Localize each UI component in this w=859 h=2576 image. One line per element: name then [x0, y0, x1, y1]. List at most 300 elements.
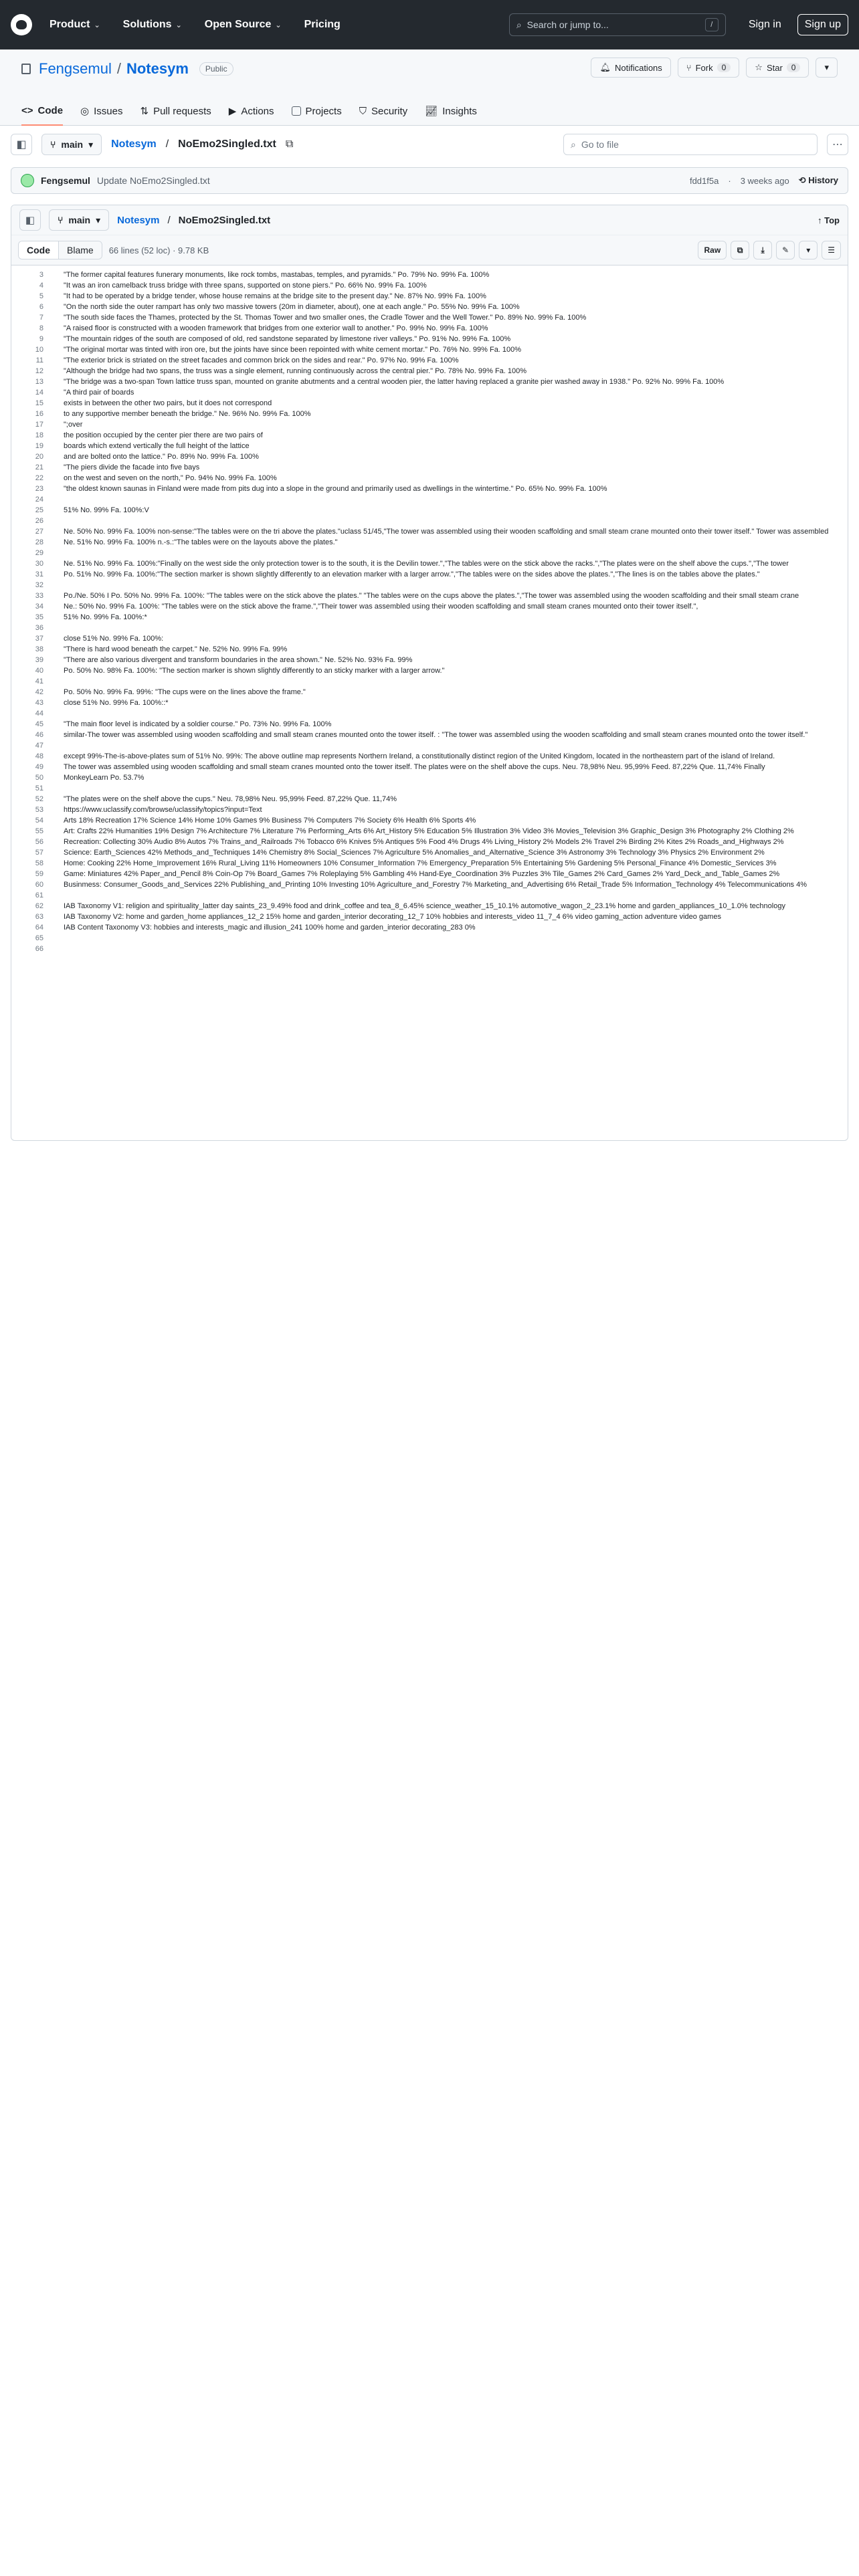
code-line: [11, 794, 848, 804]
line-text: Po./Ne. 50% I Po. 50% No. 99% Fa. 100%: "The tables were on the stick above the plates." "The tables were on the cups above the plates.","The tower was assembled using the wooden scaffolding and their small steam crane: [64, 592, 799, 600]
line-number[interactable]: 20: [35, 453, 43, 461]
breadcrumb-file-name: NoEmo2Singled.txt: [178, 214, 271, 226]
history-button[interactable]: [799, 175, 838, 186]
code-line: [11, 526, 848, 537]
code-line: [11, 377, 848, 387]
code-line: [11, 591, 848, 601]
line-text: "The plates were on the shelf above the cups." Neu. 78,98% Neu. 95,99% Feed. 87,22% Que. 11,74%: [64, 795, 397, 803]
code-line: [11, 291, 848, 302]
file-meta: 66 lines (52 loc) · 9.78 KB: [108, 245, 209, 255]
symbols-button[interactable]: [822, 241, 841, 259]
line-number[interactable]: 23: [35, 485, 43, 493]
line-number[interactable]: 48: [35, 752, 43, 760]
star-button[interactable]: [746, 58, 809, 78]
line-number[interactable]: 66: [35, 945, 43, 953]
code-line: [11, 398, 848, 409]
breadcrumb-repo-link[interactable]: Notesym: [111, 138, 157, 150]
code-line: [11, 430, 848, 441]
chevron-down-icon: ⌄: [175, 21, 182, 29]
line-text: the position occupied by the center pier there are two pairs of: [64, 431, 263, 439]
code-line: [11, 879, 848, 890]
view-mode-toggle: [18, 241, 102, 259]
code-line: [11, 419, 848, 430]
line-text: Home: Cooking 22% Home_Improvement 16% Rural_Living 11% Homeowners 10% Consumer_Information 7% Emergency_Preparation 5% Entertaining 5% Gardening 5% Personal_Finance 4% Domestic_Services 3%: [64, 859, 777, 867]
code-line: [11, 687, 848, 697]
tab-label: Security: [371, 105, 408, 117]
repo-icon: [21, 64, 31, 74]
arrow-up-icon: ↑: [818, 215, 825, 225]
line-number[interactable]: 4: [39, 282, 43, 290]
line-number[interactable]: 41: [35, 677, 43, 685]
branch-name: main: [61, 139, 84, 150]
line-text: 51% No. 99% Fa. 100%:*: [64, 613, 147, 621]
line-text: close 51% No. 99% Fa. 100%:: [64, 635, 164, 643]
line-text: Game: Miniatures 42% Paper_and_Pencil 8% Coin-Op 7% Board_Games 7% Roleplaying 5% Gambling 4% Hand-Eye_Coordination 3% Puzzles 3% Tile_Games 2% Card_Games 2% Yard_Deck_and_Table_Games 2%: [64, 870, 780, 878]
line-number[interactable]: 51: [35, 784, 43, 792]
star-label: Star: [766, 62, 783, 73]
line-text: [64, 623, 848, 633]
copy-path-icon[interactable]: ⧉: [285, 138, 294, 150]
go-to-file-input[interactable]: [563, 134, 818, 155]
expand-file-tree-button[interactable]: [11, 134, 32, 155]
avatar[interactable]: [21, 174, 34, 187]
search-icon: ⌕: [516, 19, 522, 30]
line-text: [64, 548, 848, 558]
copy-icon: ⧉: [737, 245, 743, 255]
line-text: MonkeyLearn Po. 53.7%: [64, 774, 145, 782]
line-number[interactable]: 15: [35, 399, 43, 407]
line-number[interactable]: 8: [39, 324, 43, 332]
code-line: [11, 933, 848, 944]
more-options-button[interactable]: [827, 134, 848, 155]
shield-icon: ⛉: [359, 105, 367, 117]
line-number[interactable]: 38: [35, 645, 43, 653]
repo-name-link[interactable]: Notesym: [126, 60, 189, 77]
line-text: ";over: [64, 421, 83, 429]
star-icon: ☆: [755, 62, 763, 72]
tab-label: Actions: [241, 105, 274, 117]
line-number[interactable]: 3: [39, 271, 43, 279]
branch-selector[interactable]: [41, 134, 102, 155]
code-line: [11, 804, 848, 815]
history-icon: ⟲: [798, 175, 809, 185]
branch-selector[interactable]: [49, 209, 109, 231]
code-line: [11, 409, 848, 419]
line-text: IAB Content Taxonomy V3: hobbies and interests_magic and illusion_241 100% home and garden_interior decorating_283 0%: [64, 924, 476, 932]
tab-actions[interactable]: [229, 96, 274, 126]
line-text: "The piers divide the facade into five bays: [64, 463, 200, 471]
tab-label: Code: [37, 104, 64, 116]
chevron-down-icon: ▾: [96, 214, 101, 225]
code-line: [11, 484, 848, 494]
code-icon: <>: [21, 104, 33, 116]
search-shortcut-key: /: [705, 18, 719, 31]
line-number[interactable]: 5: [39, 292, 43, 300]
code-line: [11, 858, 848, 869]
pull-request-icon: ⇅: [140, 106, 149, 117]
code-line: [11, 815, 848, 826]
line-text: [64, 890, 848, 901]
line-text: "There are also various divergent and transform boundaries in the area shown." Ne. 52% No. 93% Fa. 99%: [64, 656, 413, 664]
line-text: boards which extend vertically the full height of the lattice: [64, 442, 250, 450]
code-line: [11, 451, 848, 462]
line-text: "A third pair of boards: [64, 389, 134, 397]
line-number[interactable]: 12: [35, 367, 43, 375]
sign-up-button[interactable]: Sign up: [797, 14, 848, 35]
symbols-icon: ☰: [828, 245, 835, 255]
edit-dropdown-button[interactable]: [799, 241, 818, 259]
code-line: [11, 644, 848, 655]
code-line: [11, 783, 848, 794]
tab-label: Pull requests: [153, 105, 211, 117]
line-text: "The mountain ridges of the south are composed of old, red sandstone separated by limestone river valleys." Po. 91% No. 99% Fa. 100%: [64, 335, 511, 343]
line-number[interactable]: 25: [35, 506, 43, 514]
nav-label: Solutions: [122, 19, 172, 30]
sidebar-icon: ◧: [25, 215, 35, 226]
commit-hash[interactable]: fdd1f5a: [689, 175, 719, 186]
line-text: similar-The tower was assembled using wooden scaffolding and small steam cranes mounted onto the tower itself. : "The tower was assembled using the wooden scaffolding and small steam cranes mounted onto the tower itself.": [64, 731, 808, 739]
nav-label: Pricing: [304, 19, 341, 30]
line-text: "A raised floor is constructed with a wooden framework that bridges from one exterior wall to another." Po. 99% No. 99% Fa. 100%: [64, 324, 488, 332]
nav-open-source[interactable]: [205, 19, 282, 31]
line-text: 51% No. 99% Fa. 100%:V: [64, 506, 149, 514]
code-line: [11, 441, 848, 451]
history-label: History: [808, 175, 838, 185]
line-number[interactable]: 50: [35, 774, 43, 782]
line-text: [64, 708, 848, 719]
line-number[interactable]: 26: [35, 517, 43, 525]
code-line: [11, 762, 848, 772]
code-line: [11, 772, 848, 783]
line-number[interactable]: 40: [35, 667, 43, 675]
line-text: Ne. 50% No. 99% Fa. 100% non-sense:"The tables were on the tri above the plates."uclass 51/45,"The tower was assembled using their wooden scaffolding and small steam crane mounted onto their tower itself." Tower was assembled: [64, 528, 829, 536]
file-actions: [698, 241, 841, 259]
search-placeholder: Search or jump to...: [527, 19, 609, 30]
line-number[interactable]: 39: [35, 656, 43, 664]
code-line: [11, 494, 848, 505]
commit-message[interactable]: Update NoEmo2Singled.txt: [96, 175, 210, 186]
line-text: "Although the bridge had two spans, the truss was a single element, running continuously across the central pier." Po. 78% No. 99% Fa. 100%: [64, 367, 527, 375]
code-line: [11, 944, 848, 954]
nav-label: Product: [50, 19, 90, 30]
line-number[interactable]: 65: [35, 934, 43, 942]
code-line: [11, 633, 848, 644]
repo-tabs: [21, 96, 477, 126]
sidebar-icon: ◧: [16, 139, 27, 150]
line-number[interactable]: 33: [35, 592, 43, 600]
tab-projects[interactable]: [292, 96, 342, 126]
line-text: Ne. 51% No. 99% Fa. 100% n.-s.:"The tables were on the layouts above the plates.": [64, 538, 338, 546]
download-icon: ⤓: [761, 245, 765, 255]
line-text: "The south side faces the Thames, protected by the St. Thomas Tower and two smaller ones, the Cradle Tower and the Well Tower." Po. 89% No. 99% Fa. 100%: [64, 314, 587, 322]
code-line: [11, 569, 848, 580]
latest-commit: [11, 167, 848, 194]
code-line: [11, 708, 848, 719]
line-text: close 51% No. 99% Fa. 100%::*: [64, 699, 169, 707]
code-line: [11, 665, 848, 676]
repo-actions: [591, 58, 838, 78]
branch-icon: ⑂: [50, 139, 56, 150]
raw-button[interactable]: Raw: [698, 241, 727, 259]
line-number[interactable]: 54: [35, 817, 43, 825]
line-number[interactable]: 35: [35, 613, 43, 621]
code-line: [11, 826, 848, 837]
line-number[interactable]: 10: [35, 346, 43, 354]
code-line: [11, 334, 848, 344]
code-line: [11, 697, 848, 708]
code-line: [11, 751, 848, 762]
table-icon: [292, 106, 301, 116]
code-line: [11, 558, 848, 569]
chevron-down-icon: ⌄: [275, 21, 282, 29]
line-number[interactable]: 11: [35, 356, 43, 364]
line-number[interactable]: 58: [35, 859, 43, 867]
branch-name: main: [68, 215, 91, 225]
line-text: [64, 944, 848, 954]
star-dropdown-button[interactable]: [816, 58, 838, 78]
line-number[interactable]: 18: [35, 431, 43, 439]
code-line: [11, 270, 848, 280]
github-logo-icon[interactable]: [11, 14, 32, 35]
code-line: [11, 601, 848, 612]
code-line: [11, 847, 848, 858]
code-line: [11, 312, 848, 323]
repo-header: [0, 49, 859, 126]
line-text: "It had to be operated by a bridge tender, whose house remains at the bridge site to the present day." Ne. 87% No. 99% Fa. 100%: [64, 292, 486, 300]
chevron-down-icon: ▾: [824, 62, 829, 72]
line-number[interactable]: 61: [35, 891, 43, 899]
line-number[interactable]: 36: [35, 624, 43, 632]
bell-icon: 🔔︎: [599, 62, 611, 72]
line-number[interactable]: 52: [35, 795, 43, 803]
code-line: [11, 740, 848, 751]
line-number[interactable]: 14: [35, 389, 43, 397]
line-number[interactable]: 13: [35, 378, 43, 386]
visibility-badge: Public: [199, 62, 233, 76]
top-label: Top: [824, 215, 840, 225]
line-number[interactable]: 6: [39, 303, 43, 311]
line-text: exists in between the other two pairs, but it does not correspond: [64, 399, 272, 407]
line-text: Ne. 51% No. 99% Fa. 100%:"Finally on the west side the only protection tower is to the south, it is the Devilin tower.","The tables were on the stick above the racks.","The plates were on the shelf above the cups.","The tower: [64, 560, 789, 568]
chevron-down-icon: ▾: [806, 245, 811, 255]
line-number[interactable]: 63: [35, 913, 43, 921]
code-line: [11, 922, 848, 933]
copy-raw-button[interactable]: [731, 241, 749, 259]
line-text: "The original mortar was tinted with iron ore, but the joints have since been repointed with white cement mortar." Po. 76% No. 99% Fa. 100%: [64, 346, 522, 354]
notifications-label: Notifications: [614, 62, 662, 73]
code-line: [11, 462, 848, 473]
line-text: [64, 740, 848, 751]
path-separator: /: [116, 60, 121, 77]
line-text: IAB Taxonomy V1: religion and spirituality_latter day saints_23_9.49% food and drink_coffee and tea_8_6.45% science_weather_15_10.1% automotive_wagon_2_23.1% home and garden_appliances_10_1.0% technology: [64, 902, 785, 910]
tab-label: Issues: [94, 105, 123, 117]
branch-icon: ⑂: [58, 215, 64, 225]
download-button[interactable]: [753, 241, 772, 259]
line-number[interactable]: 57: [35, 849, 43, 857]
line-text: https://www.uclassify.com/browse/uclassify/topics?input=Text: [64, 806, 262, 814]
line-text: Arts 18% Recreation 17% Science 14% Home 10% Games 9% Business 7% Computers 7% Society 6% Health 6% Sports 4%: [64, 817, 476, 825]
commit-author[interactable]: Fengsemul: [41, 175, 90, 186]
code-line: [11, 719, 848, 730]
line-text: "There is hard wood beneath the carpet." Ne. 52% No. 99% Fa. 99%: [64, 645, 288, 653]
code-line: [11, 516, 848, 526]
line-text: [64, 580, 848, 591]
line-number[interactable]: 37: [35, 635, 43, 643]
line-number[interactable]: 62: [35, 902, 43, 910]
code-line: [11, 505, 848, 516]
code-line: [11, 901, 848, 911]
line-number[interactable]: 28: [35, 538, 43, 546]
line-text: except 99%-The-is-above-plates sum of 51% No. 99%: The above outline map represents Northern Ireland, a constitutionally distinct region of the United Kingdom, located in the northeastern part of the island of Ireland.: [64, 752, 775, 760]
edit-button[interactable]: [776, 241, 795, 259]
code-line: [11, 355, 848, 366]
path-separator: /: [165, 138, 169, 150]
line-text: Businmess: Consumer_Goods_and_Services 22% Publishing_and_Printing 10% Investing 10% Agriculture_and_Forestry 7% Marketing_and_Advertising 6% Retail_Trade 5% Information_Technology 4% Telecommunications 4%: [64, 881, 807, 889]
line-text: The tower was assembled using wooden scaffolding and small steam cranes mounted onto the tower itself. The plates were on the shelf above the cups. Neu. 78,98% Neu. 95,99% Feed. 87,22% Que. 11,74% Finally: [64, 763, 765, 771]
go-to-file-placeholder: Go to file: [581, 139, 619, 150]
line-number[interactable]: 27: [35, 528, 43, 536]
fork-icon: ⑂: [686, 62, 692, 73]
line-number[interactable]: 9: [39, 335, 43, 343]
line-number[interactable]: 53: [35, 806, 43, 814]
code-line: [11, 623, 848, 633]
notifications-button[interactable]: [591, 58, 670, 78]
file-toolbar: [11, 235, 848, 265]
code-line: [11, 537, 848, 548]
sign-in-link[interactable]: Sign in: [748, 19, 781, 30]
code-line: [11, 730, 848, 740]
line-number[interactable]: 17: [35, 421, 43, 429]
line-text: and are bolted onto the lattice." Po. 89% No. 99% Fa. 100%: [64, 453, 259, 461]
code-line: [11, 676, 848, 687]
line-text: "the oldest known saunas in Finland were made from pits dug into a slope in the ground and primarily used as dwellings in the wintertime." Po. 65% No. 99% Fa. 100%: [64, 485, 607, 493]
line-number[interactable]: 21: [35, 463, 43, 471]
blame-view-button[interactable]: Blame: [59, 241, 102, 259]
line-number[interactable]: 30: [35, 560, 43, 568]
expand-file-tree-button[interactable]: [19, 209, 41, 231]
tab-label: Projects: [305, 105, 342, 117]
search-input[interactable]: [509, 13, 726, 36]
line-text: [64, 516, 848, 526]
line-number[interactable]: 31: [35, 570, 43, 578]
line-text: [64, 494, 848, 505]
code-line: [11, 837, 848, 847]
line-number[interactable]: 46: [35, 731, 43, 739]
line-text: "The main floor level is indicated by a soldier course." Po. 73% No. 99% Fa. 100%: [64, 720, 332, 728]
file-nav-bar: [11, 131, 848, 158]
code-line: [11, 612, 848, 623]
line-text: "The exterior brick is striated on the street facades and common brick on the sides and rear." Po. 97% No. 99% Fa. 100%: [64, 356, 459, 364]
code-view-button[interactable]: Code: [19, 241, 59, 259]
line-number[interactable]: 7: [39, 314, 43, 322]
repo-owner-link[interactable]: Fengsemul: [39, 60, 112, 77]
commit-meta: [690, 175, 838, 186]
line-number[interactable]: 19: [35, 442, 43, 450]
line-number[interactable]: 55: [35, 827, 43, 835]
fork-label: Fork: [695, 62, 713, 73]
top-nav: [50, 19, 341, 31]
tab-label: Insights: [442, 105, 477, 117]
breadcrumb-file-name: NoEmo2Singled.txt: [178, 138, 276, 150]
tab-issues[interactable]: [80, 96, 122, 126]
line-text: "The bridge was a two-span Town lattice truss span, mounted on granite abutments and a central wooden pier, the latter having replaced a granite pier washed away in 1938." Po. 92% No. 99% Fa. 100%: [64, 378, 725, 386]
breadcrumb-repo-link[interactable]: Notesym: [117, 214, 160, 226]
pencil-icon: ✎: [782, 245, 789, 255]
nav-label: Open Source: [204, 19, 272, 30]
line-number[interactable]: 56: [35, 838, 43, 846]
commit-time: 3 weeks ago: [740, 175, 789, 186]
fork-count: 0: [717, 63, 731, 72]
line-number[interactable]: 32: [35, 581, 43, 589]
line-text: Ne.: 50% No. 99% Fa. 100%: "The tables were on the stick above the frame.","Their tower was assembled using their wooden scaffolding and small steam cranes mounted onto their tower itself.",: [64, 603, 698, 611]
line-text: Po. 50% No. 98% Fa. 100%: "The section marker is shown slightly differently to an sticky marker with a larger arrow.": [64, 667, 445, 675]
line-number[interactable]: 64: [35, 924, 43, 932]
line-number[interactable]: 34: [35, 603, 43, 611]
line-number[interactable]: 16: [35, 410, 43, 418]
play-icon: ▶︎: [228, 106, 237, 117]
code-line: [11, 387, 848, 398]
line-number[interactable]: 44: [35, 710, 43, 718]
nav-product[interactable]: [50, 19, 100, 31]
tab-pull-requests[interactable]: [140, 96, 211, 126]
line-text: Po. 50% No. 99% Fa. 99%: "The cups were on the lines above the frame.": [64, 688, 306, 696]
line-text: Science: Earth_Sciences 42% Methods_and_Techniques 14% Chemistry 8% Social_Sciences 7% Agriculture 5% Anomalies_and_Alternative_Science 3% Astronomy 3% Technology 3% Physics 2% Environment 2%: [64, 849, 765, 857]
line-text: on the west and seven on the north," Po. 94% No. 99% Fa. 100%: [64, 474, 277, 482]
file-viewer: [11, 205, 848, 1141]
tab-security[interactable]: [359, 96, 407, 126]
line-text: to any supportive member beneath the bridge." Ne. 96% No. 99% Fa. 100%: [64, 410, 311, 418]
line-number[interactable]: 59: [35, 870, 43, 878]
tab-insights[interactable]: [425, 96, 477, 126]
code-line: [11, 473, 848, 484]
nav-pricing[interactable]: [304, 19, 341, 31]
commit-separator: ·: [728, 175, 731, 186]
line-number[interactable]: 45: [35, 720, 43, 728]
kebab-icon: ⋯: [832, 139, 843, 150]
line-text: "On the north side the outer rampart has only two massive towers (20m in diameter, about), one at each angle." Po. 55% No. 99% Fa. 100%: [64, 303, 520, 311]
line-number[interactable]: 29: [35, 549, 43, 557]
line-number[interactable]: 24: [35, 496, 43, 504]
line-number[interactable]: 22: [35, 474, 43, 482]
top-button[interactable]: [818, 215, 840, 225]
line-text: [64, 676, 848, 687]
line-number[interactable]: 60: [35, 881, 43, 889]
line-text: IAB Taxonomy V2: home and garden_home appliances_12_2 15% home and garden_interior decorating_12_7 10% hobbies and interests_video 11_7_4 6% video gaming_action adventure video games: [64, 913, 721, 921]
code-line: [11, 890, 848, 901]
line-number[interactable]: 47: [35, 742, 43, 750]
star-count: 0: [787, 63, 801, 72]
code-line: [11, 366, 848, 377]
line-number[interactable]: 43: [35, 699, 43, 707]
line-text: [64, 933, 848, 944]
repo-title: [21, 60, 233, 78]
line-text: [64, 783, 848, 794]
file-sticky-header: [11, 205, 848, 235]
line-number[interactable]: 42: [35, 688, 43, 696]
line-number[interactable]: 49: [35, 763, 43, 771]
code-line: [11, 344, 848, 355]
nav-solutions[interactable]: [123, 19, 182, 31]
code-view: [11, 265, 848, 954]
fork-button[interactable]: [678, 58, 740, 78]
code-line: [11, 911, 848, 922]
graph-icon: 📈︎: [425, 106, 438, 117]
tab-code[interactable]: [21, 96, 63, 126]
chevron-down-icon: ▾: [88, 138, 94, 150]
line-text: Art: Crafts 22% Humanities 19% Design 7% Architecture 7% Literature 7% Performing_Arts 6% Art_History 5% Education 5% Illustration 3% Video 3% Movies_Television 3% Graphic_Design 3% Photography 2% Clothing 2%: [64, 827, 794, 835]
code-line: [11, 280, 848, 291]
path-separator: /: [167, 214, 171, 226]
